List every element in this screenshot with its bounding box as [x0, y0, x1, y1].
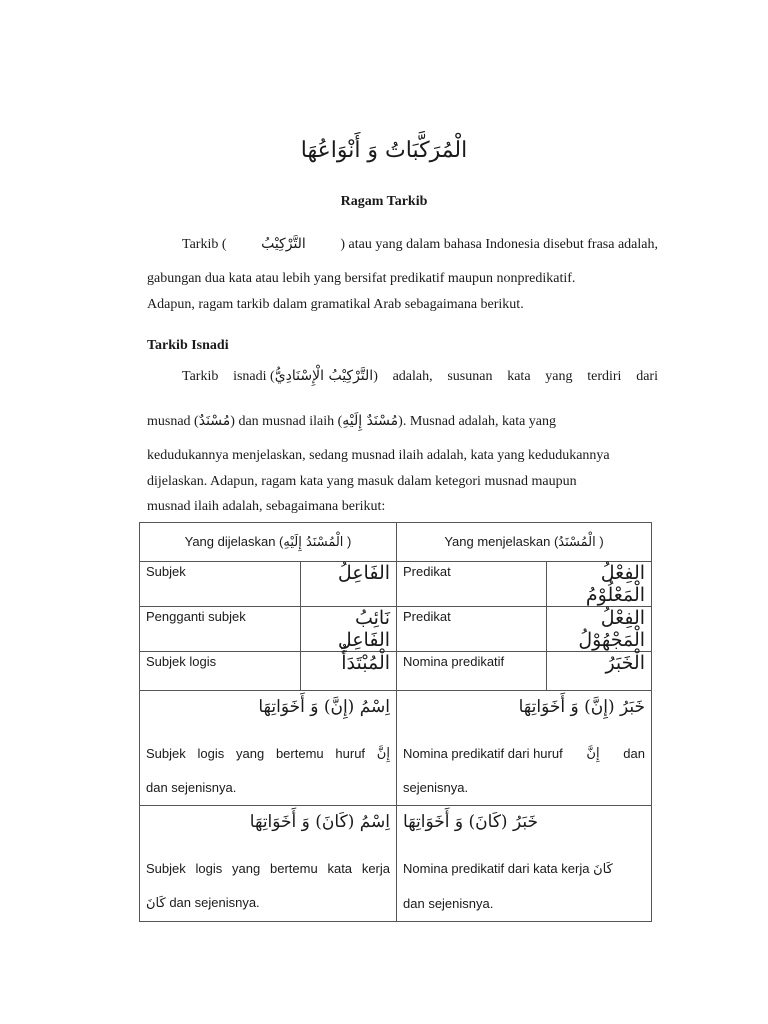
cell-latin: Pengganti subjek	[140, 607, 301, 652]
table-header-row	[140, 523, 652, 562]
para1-line1	[182, 236, 658, 253]
text: dari	[636, 369, 658, 384]
text: musnad (مُسْنَدٌ) dan musnad ilaih (مُسْنَدٌ إِلَيْهِ). Musnad adalah, kata yang	[147, 413, 557, 429]
cell-latin: Subjek logis	[140, 652, 301, 691]
table-row	[140, 652, 652, 691]
cell-latin: Predikat	[397, 607, 547, 652]
cell-arabic: الْمُبْتَدَأُ	[301, 652, 397, 691]
cell-khabar-inna: خَبَرُ (إِنَّ) وَ أَخَوَاتِهَا Nomina predikatif dari huruf إِنَّ dan sejenisnya.	[397, 691, 652, 806]
table-row-kana	[140, 806, 652, 922]
cell-arabic: الفِعْلُ الْمَعْلُوْمُ	[547, 562, 652, 607]
header-musnad: Yang menjelaskan (الْمُسْنَدُ )	[397, 523, 652, 562]
cell-arabic: الفِعْلُ الْمَجْهُوْلُ	[547, 607, 652, 652]
text: kata	[507, 369, 531, 384]
para1-line2: gabungan dua kata atau lebih yang bersifat predikatif maupun nonpredikatif.	[147, 271, 576, 286]
table-row	[140, 562, 652, 607]
cell-latin: Nomina predikatif	[397, 652, 547, 691]
arabic-term: التَّرْكِيْبُ	[261, 236, 306, 252]
cell-arabic: الْخَبَرُ	[547, 652, 652, 691]
para2-line1	[182, 368, 658, 385]
section-heading: Tarkib Isnadi	[147, 338, 229, 353]
cell-arabic: الفَاعِلُ	[301, 562, 397, 607]
cell-arabic: نَائِبُ الفَاعِلِ	[301, 607, 397, 652]
text: adalah,	[392, 369, 433, 384]
para2-line4: dijelaskan. Adapun, ragam kata yang masuk dalam ketegori musnad maupun	[147, 474, 577, 489]
para1-line3: Adapun, ragam tarkib dalam gramatikal Arab sebagaimana berikut.	[147, 297, 524, 312]
table-row-inna	[140, 691, 652, 806]
tarkib-table	[139, 522, 652, 922]
para2-line3: kedudukannya menjelaskan, sedang musnad ilaih adalah, kata yang kedudukannya	[147, 448, 610, 463]
para2-line2	[147, 413, 658, 430]
cell-latin: Predikat	[397, 562, 547, 607]
cell-khabar-kana: خَبَرُ (كَانَ) وَ أَخَوَاتِهَا Nomina predikatif dari kata kerja كَانَ dan sejenisnya.	[397, 806, 652, 922]
arabic-title: الْمُرَكَّبَاتُ وَ أَنْوَاعُهَا	[300, 138, 468, 163]
text: yang	[545, 369, 573, 384]
header-musnad-ilaih: Yang dijelaskan (الْمُسْنَدُ إِلَيْهِ )	[140, 523, 397, 562]
text: terdiri	[587, 369, 622, 384]
text: Tarkib (	[182, 237, 227, 252]
cell-latin: Subjek	[140, 562, 301, 607]
table-row	[140, 607, 652, 652]
page-title: Ragam Tarkib	[340, 194, 428, 209]
text: susunan	[447, 369, 493, 384]
text: Tarkib	[182, 369, 219, 384]
para2-line5: musnad ilaih adalah, sebagaimana berikut:	[147, 499, 386, 514]
cell-isim-inna: اِسْمُ (إِنَّ) وَ أَخَوَاتِهَا Subjek logis yang bertemu huruf إِنَّ dan sejenisnya.	[140, 691, 397, 806]
cell-isim-kana: اِسْمُ (كَانَ) وَ أَخَوَاتِهَا Subjek logis yang bertemu kata kerja كَانَ dan sejenisnya.	[140, 806, 397, 922]
text: ) atau yang dalam bahasa Indonesia disebut frasa adalah,	[340, 237, 658, 252]
text: isnadi (التَّرْكِيْبُ الْإِسْنَادِيُّ)	[233, 368, 378, 384]
